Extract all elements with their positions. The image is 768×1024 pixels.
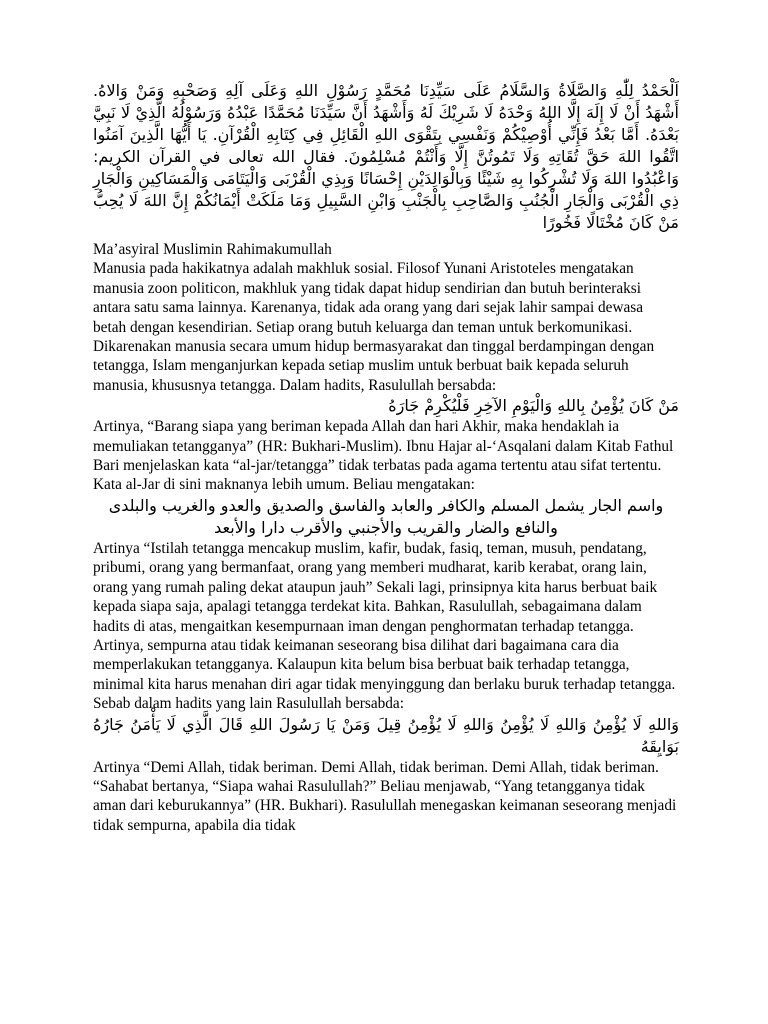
quote-arabic-line-1: واسم الجار يشمل المسلم والكافر والعابد والفاسق والصديق والعدو والغريب والبلدى <box>108 495 664 515</box>
paragraph-1: Manusia pada hakikatnya adalah makhluk sosial. Filosof Yunani Aristoteles mengatakan manusia zoon politicon, makhluk yang tidak dapat hidup sendirian dan butuh berinteraksi antara satu sama lainnya. Karenanya, tidak ada orang yang dari sejak lahir sampai dewasa betah dengan kesendirian. Setiap orang butuh keluarga dan teman untuk berkomunikasi. Dikarenakan manusia secara umum hidup bermasyarakat dan tinggal berdampingan dengan tetangga, Islam menganjurkan kepada setiap muslim untuk berbuat baik kepada seluruh manusia, khususnya tetangga. Dalam hadits, Rasulullah bersabda: <box>93 260 655 394</box>
paragraph-3: Artinya “Istilah tetangga mencakup muslim, kafir, budak, fasiq, teman, musuh, pendatang, pribumi, orang yang bermanfaat, orang yang memberi mudharat, karib kerabat, orang lain, orang yang rumah paling dekat ataupun jauh” Sekali lagi, prinsipnya kita harus berbuat baik kepada siapa saja, apalagi tetangga terdekat kita. Bahkan, Rasulullah, sebagaimana dalam hadits di atas, mengaitkan kesempurnaan iman dengan penghormatan terhadap tetangga. Artinya, sempurna atau tidak keimanan seseorang bisa dilihat dari bagaimana cara dia memperlakukan tetangganya. Kalaupun kita belum bisa berbuat baik terhadap tetangga, minimal kita harus menahan diri agar tidak menyinggung dan berlaku buruk terhadap tetangga. Sebab dalam hadits yang lain Rasulullah bersabda: <box>93 539 676 713</box>
hadith-1-arabic: مَنْ كَانَ يُؤْمِنُ بِاللهِ وَالْيَوْمِ الآخِرِ فَلْيُكْرِمْ جَارَهُ <box>388 396 679 416</box>
hadith-2-arabic: وَاللهِ لَا يُؤْمِنُ وَاللهِ لَا يُؤْمِنُ وَاللهِ لَا يُؤْمِنُ قِيلَ وَمَنْ يَا رَسُولَ اللهِ قَالَ الَّذِي لَا يَأْمَنُ جَارُهُ بَوَايِقَهُ <box>93 714 679 756</box>
document-body <box>93 80 679 835</box>
opening-arabic-text: اَلْحَمْدُ لِلّٰهِ وَالصَّلَاةُ وَالسَّلَامُ عَلَى سَيِّدِنَا مُحَمَّدٍ رَسُوْلِ اللهِ وَعَلَى آلِهِ وَصَحْبِهِ وَمَنْ وَالاهُ. أَشْهَدُ أَنْ لَا إِلَهَ إِلَّا اللهُ وَحْدَهُ لَا شَرِيْكَ لَهُ وَأَشْهَدُ أَنَّ سَيِّدَنَا مُحَمَّدًا عَبْدُهُ وَرَسُوْلُهُ الَّذِيْ لَا نَبِيَّ بَعْدَهُ. أَمَّا بَعْدُ فَإِنِّي أُوْصِيْكُمْ وَنَفْسِي بِتَقْوَى اللهِ الْقَائِلِ فِي كِتَابِهِ الْقُرْآنِ. يَا أَيُّهَا الَّذِينَ آمَنُوا اتَّقُوا اللهَ حَقَّ تُقَاتِهِ وَلَا تَمُوتُنَّ إِلَّا وَأَنْتُمْ مُسْلِمُونَ. فقال الله تعالى في القرآن الكريم: وَاعْبُدُوا اللهَ وَلَا تُشْرِكُوا بِهِ شَيْئًا وَبِالْوَالِدَيْنِ إِحْسَانًا وَبِذِي الْقُرْبَى وَالْيَتَامَى وَالْمَسَاكِينِ وَالْجَارِ ذِي الْقُرْبَى وَالْجَارِ الْجُنُبِ وَالصَّاحِبِ بِالْجَنْبِ وَابْنِ السَّبِيلِ وَمَا مَلَكَتْ أَيْمَانُكُمْ إِنَّ اللهَ لَا يُحِبُّ مَنْ كَانَ مُخْتَالًا فَخُورًا <box>93 81 679 232</box>
quote-arabic-line-2: والنافع والضار والقريب والأجنبي والأقرب دارا والأبعد <box>214 517 558 537</box>
paragraph-2: Artinya, “Barang siapa yang beriman kepada Allah dan hari Akhir, maka hendaklah ia memuliakan tetangganya” (HR: Bukhari-Muslim). Ibnu Hajar al-‘Asqalani dalam Kitab Fathul Bari menjelaskan kata “al-jar/tetangga” tidak terbatas pada agama tertentu atau sifat tertentu. Kata al-Jar di sini maknanya lebih umum. Beliau mengatakan: <box>93 418 674 494</box>
salutation: Ma’asyiral Muslimin Rahimakumullah <box>93 241 332 258</box>
paragraph-4: Artinya “Demi Allah, tidak beriman. Demi Allah, tidak beriman. Demi Allah, tidak beriman. “Sahabat bertanya, “Siapa wahai Rasulullah?” Beliau menjawab, “Yang tetangganya tidak aman dari keburukannya” (HR. Bukhari). Rasulullah menegaskan keimanan seseorang menjadi tidak sempurna, apabila dia tidak <box>93 758 677 834</box>
